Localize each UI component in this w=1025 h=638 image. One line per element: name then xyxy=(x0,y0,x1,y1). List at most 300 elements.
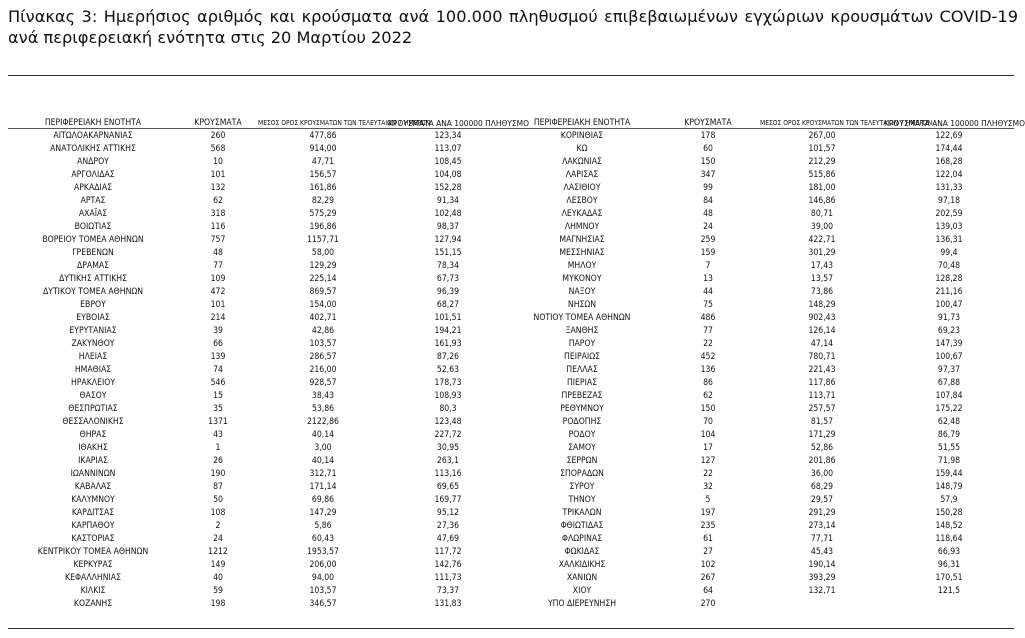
cases-cell-left: 62 xyxy=(213,196,223,206)
region-cell-right: ΠΕΛΛΑΣ xyxy=(566,365,598,375)
region-cell-left: ΗΡΑΚΛΕΙΟΥ xyxy=(70,378,116,388)
cases-cell-left: 318 xyxy=(210,209,226,219)
avg7-cell-right: 902,43 xyxy=(808,313,836,323)
region-cell-right: ΡΟΔΟΥ xyxy=(568,430,596,440)
cases-cell-left: 139 xyxy=(210,352,226,362)
avg7-cell-right: 45,43 xyxy=(810,547,834,557)
region-cell-left: ΕΥΒΟΙΑΣ xyxy=(76,313,110,323)
per100k-cell-left: 263,1 xyxy=(436,456,460,466)
avg7-cell-left: 60,43 xyxy=(311,534,335,544)
cases-cell-left: 132 xyxy=(210,183,226,193)
per100k-cell-left: 101,51 xyxy=(434,313,462,323)
avg7-cell-left: 147,29 xyxy=(309,508,337,518)
per100k-cell-left: 108,45 xyxy=(434,157,462,167)
region-cell-right: ΦΘΙΩΤΙΔΑΣ xyxy=(560,521,604,531)
avg7-cell-left: 477,86 xyxy=(309,131,337,141)
cases-cell-left: 77 xyxy=(213,261,223,271)
region-cell-right: ΜΗΛΟΥ xyxy=(567,261,597,271)
region-cell-right: ΚΟΡΙΝΘΙΑΣ xyxy=(560,131,604,141)
avg7-cell-left: 3,00 xyxy=(314,443,332,453)
per100k-cell-right: 122,04 xyxy=(935,170,963,180)
cases-cell-right: 22 xyxy=(703,339,713,349)
cases-cell-left: 15 xyxy=(213,391,223,401)
cases-cell-right: 150 xyxy=(700,157,716,167)
cases-cell-right: 5 xyxy=(705,495,711,505)
per100k-cell-left: 152,28 xyxy=(434,183,462,193)
cases-cell-left: 59 xyxy=(213,586,223,596)
table-row xyxy=(8,208,1014,221)
per100k-cell-right: 69,23 xyxy=(937,326,961,336)
table-row xyxy=(8,546,1014,559)
per100k-cell-left: 123,48 xyxy=(434,417,462,427)
region-cell-right: ΣΕΡΡΩΝ xyxy=(566,456,598,466)
avg7-cell-right: 171,29 xyxy=(808,430,836,440)
avg7-cell-right: 291,29 xyxy=(808,508,836,518)
header-region-right: ΠΕΡΙΦΕΡΕΙΑΚΗ ΕΝΟΤΗΤΑ xyxy=(508,106,656,129)
table-row xyxy=(8,169,1014,182)
avg7-cell-left: 94,00 xyxy=(311,573,335,583)
region-cell-left: ΑΡΤΑΣ xyxy=(80,196,106,206)
cases-cell-right: 178 xyxy=(700,131,716,141)
per100k-cell-left: 131,83 xyxy=(434,599,462,609)
per100k-cell-left: 161,93 xyxy=(434,339,462,349)
header-region-left: ΠΕΡΙΦΕΡΕΙΑΚΗ ΕΝΟΤΗΤΑ xyxy=(8,106,178,129)
table-row xyxy=(8,312,1014,325)
per100k-cell-left: 87,26 xyxy=(436,352,460,362)
avg7-cell-right: 101,57 xyxy=(808,144,836,154)
region-cell-right: ΥΠΟ ΔΙΕΡΕΥΝΗΣΗ xyxy=(547,599,617,609)
region-cell-right: ΜΥΚΟΝΟΥ xyxy=(562,274,602,284)
per100k-cell-right: 122,69 xyxy=(935,131,963,141)
per100k-cell-left: 104,08 xyxy=(434,170,462,180)
region-cell-left: ΚΕΦΑΛΛΗΝΙΑΣ xyxy=(65,573,121,583)
avg7-cell-left: 196,86 xyxy=(309,222,337,232)
region-cell-right: ΜΕΣΣΗΝΙΑΣ xyxy=(559,248,605,258)
region-cell-left: ΑΝΑΤΟΛΙΚΗΣ ΑΤΤΙΚΗΣ xyxy=(50,144,136,154)
region-cell-left: ΙΘΑΚΗΣ xyxy=(78,443,108,453)
cases-cell-left: 87 xyxy=(213,482,223,492)
header-avg7-left: ΜΕΣΟΣ ΟΡΟΣ ΚΡΟΥΣΜΑΤΩΝ ΤΩΝ ΤΕΛΕΥΤΑΙΩΝ 7 ΗΜΕΡΩΝ xyxy=(258,106,388,129)
cases-cell-right: 77 xyxy=(703,326,713,336)
cases-cell-left: 198 xyxy=(210,599,226,609)
region-cell-right: ΝΑΞΟΥ xyxy=(568,287,596,297)
region-cell-left: ΕΒΡΟΥ xyxy=(80,300,106,310)
avg7-cell-right: 17,43 xyxy=(810,261,834,271)
per100k-cell-left: 27,36 xyxy=(436,521,460,531)
table-row xyxy=(8,442,1014,455)
per100k-cell-right: 97,37 xyxy=(937,365,961,375)
avg7-cell-left: 161,86 xyxy=(309,183,337,193)
cases-cell-right: 70 xyxy=(703,417,713,427)
cases-cell-left: 116 xyxy=(210,222,226,232)
region-cell-right: ΛΗΜΝΟΥ xyxy=(564,222,600,232)
region-cell-right: ΧΙΟΥ xyxy=(572,586,592,596)
table-row xyxy=(8,338,1014,351)
per100k-cell-left: 108,93 xyxy=(434,391,462,401)
per100k-cell-left: 111,73 xyxy=(434,573,462,583)
region-cell-right: ΧΑΛΚΙΔΙΚΗΣ xyxy=(558,560,606,570)
avg7-cell-right: 52,86 xyxy=(810,443,834,453)
avg7-cell-left: 42,86 xyxy=(311,326,335,336)
region-cell-left: ΘΕΣΠΡΩΤΙΑΣ xyxy=(68,404,118,414)
region-cell-left: ΗΛΕΙΑΣ xyxy=(78,352,108,362)
avg7-cell-left: 40,14 xyxy=(311,430,335,440)
cases-cell-left: 48 xyxy=(213,248,223,258)
per100k-cell-left: 30,95 xyxy=(436,443,460,453)
region-cell-right: ΛΕΥΚΑΔΑΣ xyxy=(561,209,603,219)
cases-cell-left: 757 xyxy=(210,235,226,245)
per100k-cell-right: 175,22 xyxy=(935,404,963,414)
per100k-cell-left: 68,27 xyxy=(436,300,460,310)
per100k-cell-right: 139,03 xyxy=(935,222,963,232)
per100k-cell-right: 100,67 xyxy=(935,352,963,362)
cases-cell-right: 13 xyxy=(703,274,713,284)
table-row xyxy=(8,455,1014,468)
per100k-cell-left: 73,37 xyxy=(436,586,460,596)
avg7-cell-right: 73,86 xyxy=(810,287,834,297)
cases-cell-left: 1212 xyxy=(208,547,228,557)
avg7-cell-right: 422,71 xyxy=(808,235,836,245)
avg7-cell-left: 40,14 xyxy=(311,456,335,466)
table-row xyxy=(8,143,1014,156)
cases-cell-left: 546 xyxy=(210,378,226,388)
avg7-cell-left: 156,57 xyxy=(309,170,337,180)
per100k-cell-right: 97,18 xyxy=(937,196,961,206)
per100k-cell-right: 174,44 xyxy=(935,144,963,154)
per100k-cell-left: 95,12 xyxy=(436,508,460,518)
per100k-cell-right: 128,28 xyxy=(935,274,963,284)
avg7-cell-left: 2122,86 xyxy=(307,417,339,427)
region-cell-left: ΙΩΑΝΝΙΝΩΝ xyxy=(70,469,116,479)
cases-cell-left: 1 xyxy=(215,443,221,453)
bottom-rule xyxy=(8,628,1014,629)
per100k-cell-right: 148,79 xyxy=(935,482,963,492)
avg7-cell-left: 914,00 xyxy=(309,144,337,154)
region-cell-left: ΓΡΕΒΕΝΩΝ xyxy=(72,248,114,258)
cases-cell-right: 159 xyxy=(700,248,716,258)
region-cell-right: ΠΙΕΡΙΑΣ xyxy=(566,378,598,388)
avg7-cell-left: 312,71 xyxy=(309,469,337,479)
header-cases-left: ΚΡΟΥΣΜΑΤΑ xyxy=(178,106,258,129)
cases-cell-right: 267 xyxy=(700,573,716,583)
per100k-cell-right: 107,84 xyxy=(935,391,963,401)
per100k-cell-left: 194,21 xyxy=(434,326,462,336)
avg7-cell-left: 206,00 xyxy=(309,560,337,570)
avg7-cell-left: 82,29 xyxy=(311,196,335,206)
table-row xyxy=(8,559,1014,572)
avg7-cell-right: 301,29 xyxy=(808,248,836,258)
region-cell-right: ΦΛΩΡΙΝΑΣ xyxy=(561,534,603,544)
region-cell-left: ΒΟΙΩΤΙΑΣ xyxy=(74,222,112,232)
avg7-cell-left: 103,57 xyxy=(309,586,337,596)
avg7-cell-right: 81,57 xyxy=(810,417,834,427)
per100k-cell-left: 151,15 xyxy=(434,248,462,258)
avg7-cell-left: 47,71 xyxy=(311,157,335,167)
cases-cell-right: 127 xyxy=(700,456,716,466)
region-cell-right: ΦΩΚΙΔΑΣ xyxy=(564,547,600,557)
cases-cell-left: 24 xyxy=(213,534,223,544)
avg7-cell-right: 257,57 xyxy=(808,404,836,414)
table-row xyxy=(8,325,1014,338)
cases-cell-right: 48 xyxy=(703,209,713,219)
region-cell-left: ΔΥΤΙΚΟΥ ΤΟΜΕΑ ΑΘΗΝΩΝ xyxy=(42,287,144,297)
avg7-cell-left: 129,29 xyxy=(309,261,337,271)
per100k-cell-right: 57,9 xyxy=(940,495,958,505)
per100k-cell-left: 80,3 xyxy=(439,404,457,414)
per100k-cell-right: 96,31 xyxy=(937,560,961,570)
avg7-cell-right: 29,57 xyxy=(810,495,834,505)
table-row xyxy=(8,390,1014,403)
avg7-cell-right: 126,14 xyxy=(808,326,836,336)
table-row xyxy=(8,572,1014,585)
per100k-cell-left: 96,39 xyxy=(436,287,460,297)
table-row xyxy=(8,129,1014,144)
region-cell-right: ΠΕΙΡΑΙΩΣ xyxy=(564,352,600,362)
region-cell-left: ΑΝΔΡΟΥ xyxy=(77,157,109,167)
avg7-cell-right: 221,43 xyxy=(808,365,836,375)
header-per100k-right: ΚΡΟΥΣΜΑΤΑ ΑΝΑ 100000 ΠΛΗΘΥΣΜΟ xyxy=(884,106,1014,129)
per100k-cell-right: 99,4 xyxy=(940,248,958,258)
avg7-cell-left: 869,57 xyxy=(309,287,337,297)
region-cell-left: ΑΧΑΪΑΣ xyxy=(78,209,108,219)
avg7-cell-left: 5,86 xyxy=(314,521,332,531)
top-rule xyxy=(8,75,1014,76)
region-cell-left: ΚΕΡΚΥΡΑΣ xyxy=(73,560,113,570)
avg7-cell-right: 68,29 xyxy=(810,482,834,492)
cases-cell-left: 50 xyxy=(213,495,223,505)
cases-cell-right: 86 xyxy=(703,378,713,388)
per100k-cell-right: 136,31 xyxy=(935,235,963,245)
per100k-cell-left: 127,94 xyxy=(434,235,462,245)
table-row xyxy=(8,598,1014,611)
region-cell-left: ΑΡΚΑΔΙΑΣ xyxy=(73,183,113,193)
avg7-cell-left: 1953,57 xyxy=(307,547,339,557)
avg7-cell-right: 39,00 xyxy=(810,222,834,232)
per100k-cell-right: 148,52 xyxy=(935,521,963,531)
region-cell-right: ΠΑΡΟΥ xyxy=(568,339,596,349)
avg7-cell-left: 38,43 xyxy=(311,391,335,401)
avg7-cell-left: 216,00 xyxy=(309,365,337,375)
avg7-cell-right: 181,00 xyxy=(808,183,836,193)
table-row xyxy=(8,195,1014,208)
per100k-cell-right: 147,39 xyxy=(935,339,963,349)
region-cell-left: ΚΑΛΥΜΝΟΥ xyxy=(71,495,115,505)
avg7-cell-right: 13,57 xyxy=(810,274,834,284)
avg7-cell-right: 201,86 xyxy=(808,456,836,466)
region-cell-right: ΧΑΝΙΩΝ xyxy=(566,573,598,583)
per100k-cell-right: 202,59 xyxy=(935,209,963,219)
avg7-cell-right: 113,71 xyxy=(808,391,836,401)
region-cell-right: ΡΟΔΟΠΗΣ xyxy=(562,417,602,427)
avg7-cell-left: 575,29 xyxy=(309,209,337,219)
avg7-cell-left: 286,57 xyxy=(309,352,337,362)
avg7-cell-right xyxy=(760,598,884,611)
cases-cell-left: 39 xyxy=(213,326,223,336)
avg7-cell-left: 58,00 xyxy=(311,248,335,258)
avg7-cell-left: 53,86 xyxy=(311,404,335,414)
cases-cell-left: 568 xyxy=(210,144,226,154)
per100k-cell-right: 211,16 xyxy=(935,287,963,297)
cases-cell-right: 136 xyxy=(700,365,716,375)
avg7-cell-right: 146,86 xyxy=(808,196,836,206)
cases-cell-right: 102 xyxy=(700,560,716,570)
per100k-cell-left: 113,07 xyxy=(434,144,462,154)
table-row xyxy=(8,416,1014,429)
table-row xyxy=(8,494,1014,507)
cases-cell-left: 108 xyxy=(210,508,226,518)
region-cell-left: ΘΑΣΟΥ xyxy=(79,391,107,401)
table-row xyxy=(8,260,1014,273)
per100k-cell-right: 86,79 xyxy=(937,430,961,440)
avg7-cell-right: 515,86 xyxy=(808,170,836,180)
header-cases-right: ΚΡΟΥΣΜΑΤΑ xyxy=(656,106,760,129)
avg7-cell-right: 393,29 xyxy=(808,573,836,583)
avg7-cell-right: 47,14 xyxy=(810,339,834,349)
avg7-cell-right: 267,00 xyxy=(808,131,836,141)
region-cell-left: ΚΑΡΔΙΤΣΑΣ xyxy=(71,508,115,518)
cases-cell-left: 66 xyxy=(213,339,223,349)
cases-cell-left: 101 xyxy=(210,170,226,180)
table-row xyxy=(8,234,1014,247)
per100k-cell-left: 169,77 xyxy=(434,495,462,505)
avg7-cell-right: 148,29 xyxy=(808,300,836,310)
cases-cell-left: 2 xyxy=(215,521,221,531)
region-cell-right: ΛΑΡΙΣΑΣ xyxy=(565,170,599,180)
per100k-cell-left: 67,73 xyxy=(436,274,460,284)
cases-cell-right: 197 xyxy=(700,508,716,518)
per100k-cell-right: 150,28 xyxy=(935,508,963,518)
per100k-cell-right: 131,33 xyxy=(935,183,963,193)
cases-cell-right: 75 xyxy=(703,300,713,310)
per100k-cell-left: 91,34 xyxy=(436,196,460,206)
cases-cell-right: 259 xyxy=(700,235,716,245)
region-cell-left: ΔΡΑΜΑΣ xyxy=(76,261,110,271)
per100k-cell-left: 142,76 xyxy=(434,560,462,570)
region-cell-left: ΕΥΡΥΤΑΝΙΑΣ xyxy=(69,326,117,336)
region-cell-left: ΖΑΚΥΝΘΟΥ xyxy=(71,339,115,349)
region-cell-left: ΙΚΑΡΙΑΣ xyxy=(78,456,108,466)
region-cell-right: ΚΩ xyxy=(576,144,588,154)
cases-cell-left: 1371 xyxy=(208,417,228,427)
per100k-cell-right: 62,48 xyxy=(937,417,961,427)
cases-cell-left: 43 xyxy=(213,430,223,440)
per100k-cell-left: 123,34 xyxy=(434,131,462,141)
avg7-cell-right: 780,71 xyxy=(808,352,836,362)
region-cell-left: ΔΥΤΙΚΗΣ ΑΤΤΙΚΗΣ xyxy=(58,274,127,284)
region-cell-left: ΒΟΡΕΙΟΥ ΤΟΜΕΑ ΑΘΗΝΩΝ xyxy=(42,235,144,245)
table-row xyxy=(8,351,1014,364)
cases-cell-left: 260 xyxy=(210,131,226,141)
per100k-cell-left: 102,48 xyxy=(434,209,462,219)
cases-cell-left: 74 xyxy=(213,365,223,375)
per100k-cell-left: 117,72 xyxy=(434,547,462,557)
cases-cell-right: 347 xyxy=(700,170,716,180)
avg7-cell-right: 190,14 xyxy=(808,560,836,570)
per100k-cell-right: 121,5 xyxy=(937,586,961,596)
table-header-row xyxy=(8,106,1014,129)
cases-cell-right: 84 xyxy=(703,196,713,206)
table-row xyxy=(8,533,1014,546)
per100k-cell-left: 47,69 xyxy=(436,534,460,544)
avg7-cell-left: 103,57 xyxy=(309,339,337,349)
per100k-cell-right xyxy=(884,598,1014,611)
cases-cell-left: 35 xyxy=(213,404,223,414)
table-row xyxy=(8,156,1014,169)
cases-cell-right: 150 xyxy=(700,404,716,414)
cases-table xyxy=(8,106,1025,611)
table-row xyxy=(8,364,1014,377)
cases-cell-right: 62 xyxy=(703,391,713,401)
avg7-cell-left: 225,14 xyxy=(309,274,337,284)
per100k-cell-right: 70,48 xyxy=(937,261,961,271)
header-per100k-left: ΚΡΟΥΣΜΑΤΑ ΑΝΑ 100000 ΠΛΗΘΥΣΜΟ xyxy=(388,106,508,129)
region-cell-right: ΜΑΓΝΗΣΙΑΣ xyxy=(559,235,605,245)
per100k-cell-right: 67,88 xyxy=(937,378,961,388)
avg7-cell-right: 212,29 xyxy=(808,157,836,167)
avg7-cell-left: 171,14 xyxy=(309,482,337,492)
region-cell-left: ΚΟΖΑΝΗΣ xyxy=(73,599,113,609)
table-row xyxy=(8,403,1014,416)
avg7-cell-left: 346,57 xyxy=(309,599,337,609)
per100k-cell-right: 91,73 xyxy=(937,313,961,323)
cases-cell-right: 7 xyxy=(705,261,711,271)
cases-cell-left: 109 xyxy=(210,274,226,284)
region-cell-right: ΛΕΣΒΟΥ xyxy=(566,196,598,206)
table-title: Πίνακας 3: Ημερήσιος αριθμός και κρούσματα ανά 100.000 πληθυσμού επιβεβαιωμένων εγχώριων κρουσμάτων COVID-19 ανά περιφερειακή ενότητα στις 20 Μαρτίου 2022 xyxy=(8,7,1018,47)
table-row xyxy=(8,377,1014,390)
per100k-cell-right: 71,98 xyxy=(937,456,961,466)
table-row xyxy=(8,429,1014,442)
region-cell-right: ΛΑΣΙΘΙΟΥ xyxy=(563,183,601,193)
cases-cell-right: 60 xyxy=(703,144,713,154)
table-row xyxy=(8,585,1014,598)
per100k-cell-right: 170,51 xyxy=(935,573,963,583)
per100k-cell-right: 66,93 xyxy=(937,547,961,557)
table-row xyxy=(8,221,1014,234)
region-cell-left: ΘΕΣΣΑΛΟΝΙΚΗΣ xyxy=(62,417,124,427)
cases-cell-left: 472 xyxy=(210,287,226,297)
avg7-cell-right: 77,71 xyxy=(810,534,834,544)
region-cell-right: ΤΡΙΚΑΛΩΝ xyxy=(562,508,602,518)
region-cell-left: ΑΙΤΩΛΟΑΚΑΡΝΑΝΙΑΣ xyxy=(53,131,133,141)
per100k-cell-right: 159,44 xyxy=(935,469,963,479)
cases-cell-left: 40 xyxy=(213,573,223,583)
avg7-cell-left: 1157,71 xyxy=(307,235,339,245)
cases-cell-left: 149 xyxy=(210,560,226,570)
per100k-cell-right: 51,55 xyxy=(937,443,961,453)
cases-cell-right: 452 xyxy=(700,352,716,362)
per100k-cell-right: 118,64 xyxy=(935,534,963,544)
region-cell-right: ΞΑΝΘΗΣ xyxy=(565,326,599,336)
per100k-cell-right: 168,28 xyxy=(935,157,963,167)
table-row xyxy=(8,507,1014,520)
cases-cell-right: 44 xyxy=(703,287,713,297)
per100k-cell-left: 113,16 xyxy=(434,469,462,479)
region-cell-left: ΚΑΡΠΑΘΟΥ xyxy=(71,521,115,531)
region-cell-right: ΛΑΚΩΝΙΑΣ xyxy=(562,157,602,167)
cases-cell-right: 27 xyxy=(703,547,713,557)
avg7-cell-right: 36,00 xyxy=(810,469,834,479)
avg7-cell-right: 117,86 xyxy=(808,378,836,388)
region-cell-right: ΣΑΜΟΥ xyxy=(568,443,596,453)
region-cell-right: ΠΡΕΒΕΖΑΣ xyxy=(561,391,603,401)
table-row xyxy=(8,481,1014,494)
avg7-cell-left: 402,71 xyxy=(309,313,337,323)
table-row xyxy=(8,182,1014,195)
table-row xyxy=(8,286,1014,299)
cases-cell-left: 214 xyxy=(210,313,226,323)
region-cell-right: ΤΗΝΟΥ xyxy=(568,495,596,505)
